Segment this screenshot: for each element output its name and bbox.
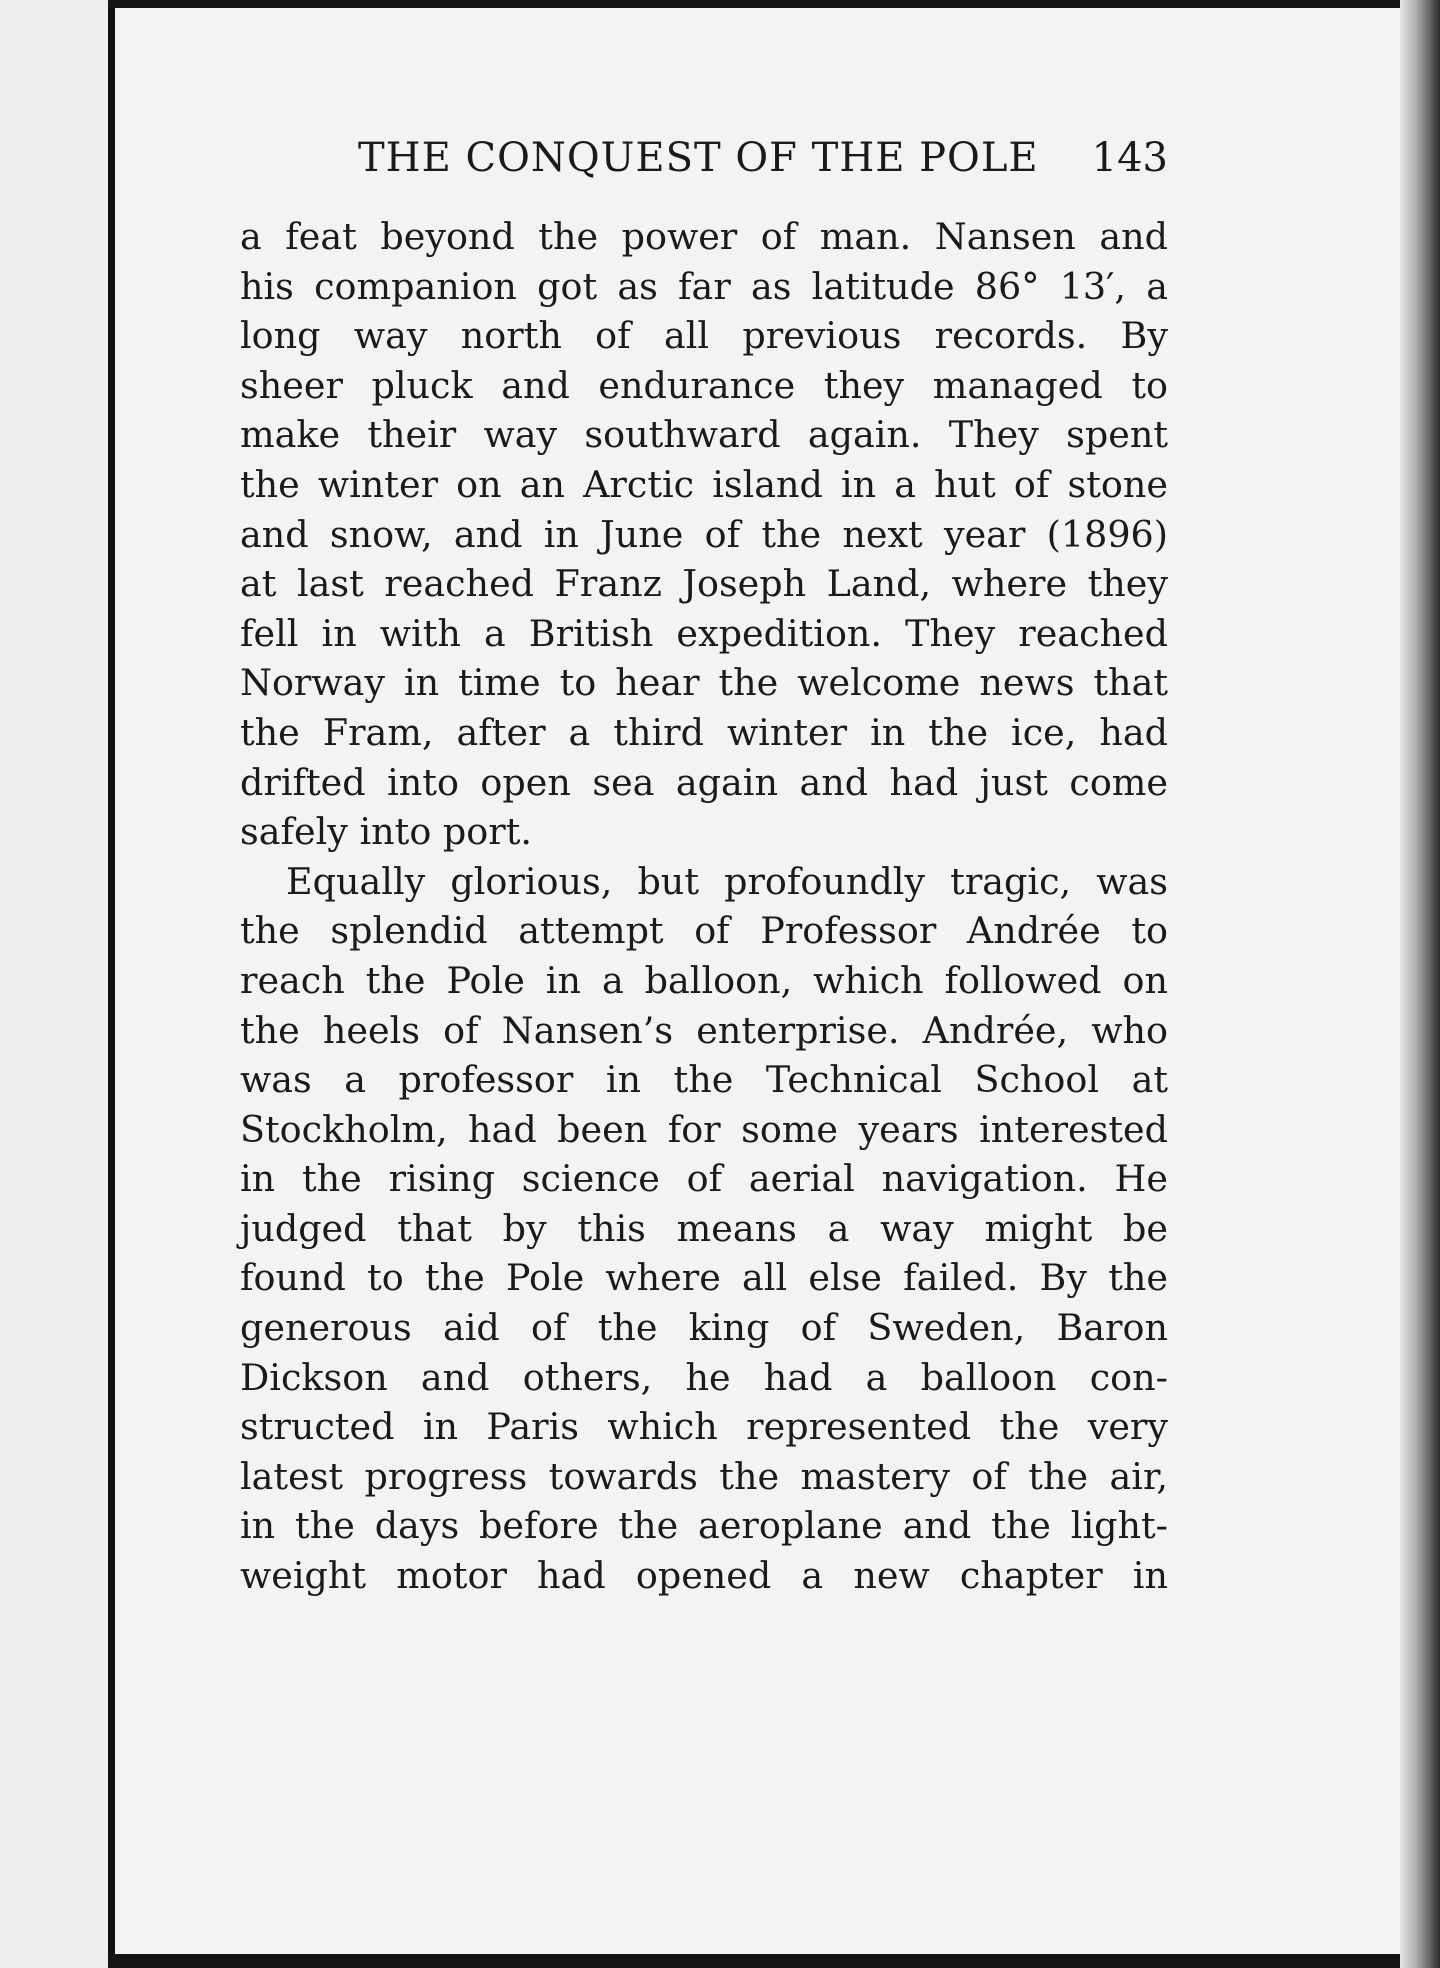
text-line: drifted into open sea again and had just come	[240, 760, 1168, 804]
text-line: judged that by this means a way might be	[240, 1206, 1168, 1250]
text-line: sheer pluck and endurance they managed to	[240, 363, 1168, 407]
text-line: found to the Pole where all else failed. By the	[240, 1256, 1168, 1300]
text-line: the splendid attempt of Professor Andrée to	[240, 909, 1168, 953]
text-line: structed in Paris which represented the very	[240, 1405, 1168, 1449]
text-line: the Fram, after a third winter in the ice, had	[240, 710, 1168, 754]
text-line: generous aid of the king of Sweden, Baron	[240, 1306, 1168, 1350]
text-line: reach the Pole in a balloon, which followed on	[240, 958, 1168, 1002]
page-number: 143	[1091, 135, 1168, 181]
text-line: the winter on an Arctic island in a hut of stone	[240, 462, 1168, 506]
text-line: make their way southward again. They spent	[240, 413, 1168, 457]
body-text	[240, 212, 1168, 1601]
text-line: weight motor had opened a new chapter in	[240, 1554, 1168, 1598]
page-header	[358, 135, 1168, 195]
paragraph-end-line: safely into port.	[240, 810, 532, 854]
text-line: his companion got as far as latitude 86° 13′, a	[240, 264, 1168, 308]
text-line: a feat beyond the power of man. Nansen and	[240, 215, 1168, 258]
text-line: Stockholm, had been for some years interested	[240, 1107, 1168, 1151]
page-right-shadow	[1400, 0, 1440, 1968]
text-line: latest progress towards the mastery of the air,	[240, 1454, 1168, 1498]
text-line: in the days before the aeroplane and the light-	[240, 1504, 1168, 1548]
page-top-border	[108, 0, 1440, 8]
text-line: fell in with a British expedition. They reached	[240, 611, 1168, 655]
text-line: in the rising science of aerial navigation. He	[240, 1157, 1168, 1201]
text-line: the heels of Nansen’s enterprise. Andrée, who	[240, 1008, 1168, 1052]
text-line: long way north of all previous records. By	[240, 314, 1168, 358]
text-line: was a professor in the Technical School at	[240, 1058, 1168, 1102]
paragraph-start-line: Equally glorious, but profoundly tragic, was	[286, 859, 1168, 903]
text-line: Norway in time to hear the welcome news that	[240, 661, 1168, 705]
page-left-border	[108, 0, 115, 1968]
text-line: and snow, and in June of the next year (1896)	[240, 512, 1168, 556]
running-title: THE CONQUEST OF THE POLE	[358, 135, 1039, 181]
facing-page-edge	[0, 0, 108, 1968]
text-line: at last reached Franz Joseph Land, where they	[240, 562, 1168, 606]
text-line: Dickson and others, he had a balloon con-	[240, 1355, 1168, 1399]
page-bottom-border	[108, 1954, 1440, 1968]
